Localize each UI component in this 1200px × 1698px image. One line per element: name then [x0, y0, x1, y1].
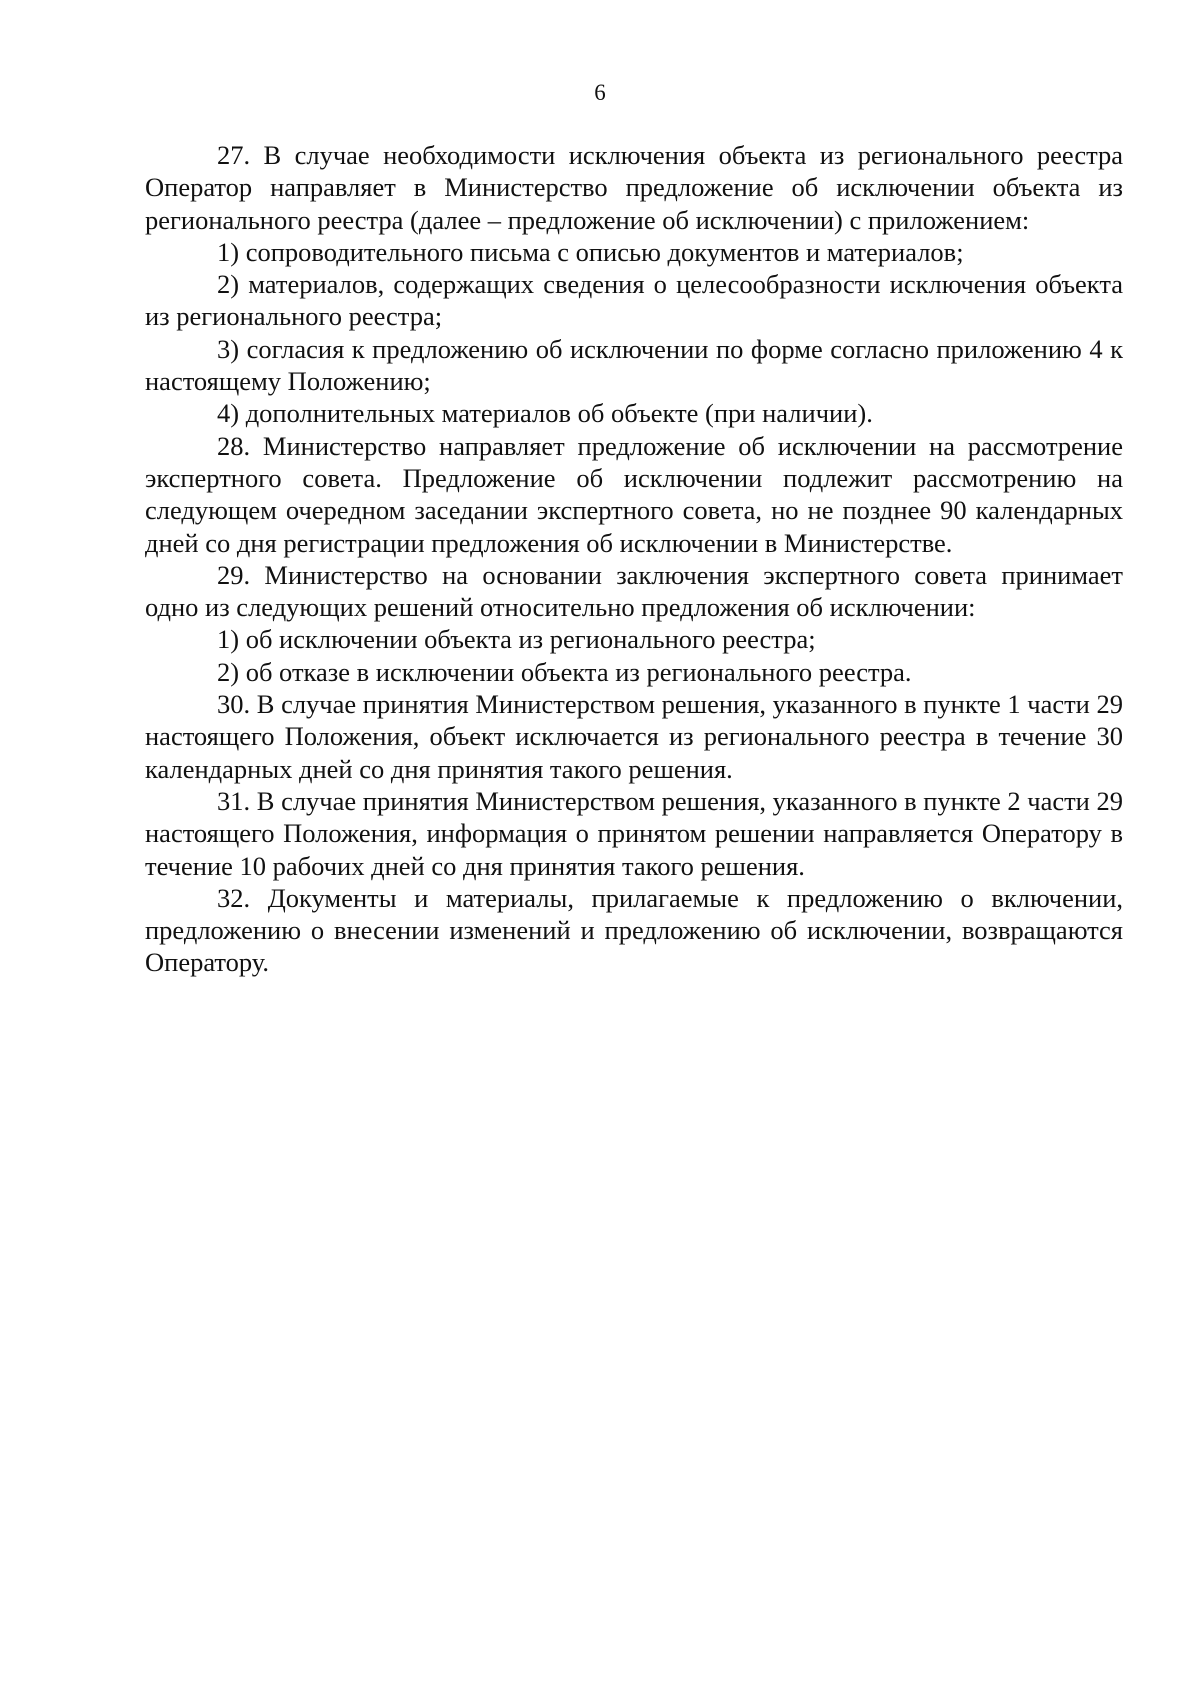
- paragraph-27: 27. В случае необходимости исключения объекта из регионального реестра Оператор направляет в Министерство предложение об исключении объекта из регионального реестра (далее – предложение об исключении) с приложением:: [145, 140, 1123, 235]
- list-item-29-2: 2) об отказе в исключении объекта из регионального реестра.: [217, 656, 912, 687]
- list-item-27-3: 3) согласия к предложению об исключении по форме согласно приложению 4 к настоящему Положению;: [145, 333, 1123, 397]
- list-item-27-2: 2) материалов, содержащих сведения о целесообразности исключения объекта из регионального реестра;: [145, 269, 1123, 332]
- list-item-29-1: 1) об исключении объекта из регионального реестра;: [217, 624, 816, 655]
- document-body: [145, 139, 1123, 979]
- page-number: 6: [594, 80, 606, 105]
- list-item-27-4: 4) дополнительных материалов об объекте (при наличии).: [217, 398, 873, 429]
- paragraph-32: 32. Документы и материалы, прилагаемые к предложению о включении, предложению о внесении изменений и предложению об исключении, возвращаются Оператору.: [145, 882, 1123, 978]
- list-item-27-1: 1) сопроводительного письма с описью документов и материалов;: [217, 236, 964, 267]
- paragraph-31: 31. В случае принятия Министерством решения, указанного в пункте 2 части 29 настоящего Положения, информация о принятом решении направляется Оператору в течение 10 рабочих дней со дня принятия такого решения.: [145, 785, 1123, 881]
- paragraph-30: 30. В случае принятия Министерством решения, указанного в пункте 1 части 29 настоящего Положения, объект исключается из регионального реестра в течение 30 календарных дней со дня принятия такого решения.: [145, 689, 1123, 784]
- paragraph-29: 29. Министерство на основании заключения экспертного совета принимает одно из следующих решений относительно предложения об исключении:: [145, 559, 1123, 623]
- paragraph-28: 28. Министерство направляет предложение об исключении на рассмотрение экспертного совета. Предложение об исключении подлежит рассмотрению на следующем очередном заседании экспертного совета, но не позднее 90 календарных дней со дня регистрации предложения об исключении в Министерстве.: [145, 430, 1123, 558]
